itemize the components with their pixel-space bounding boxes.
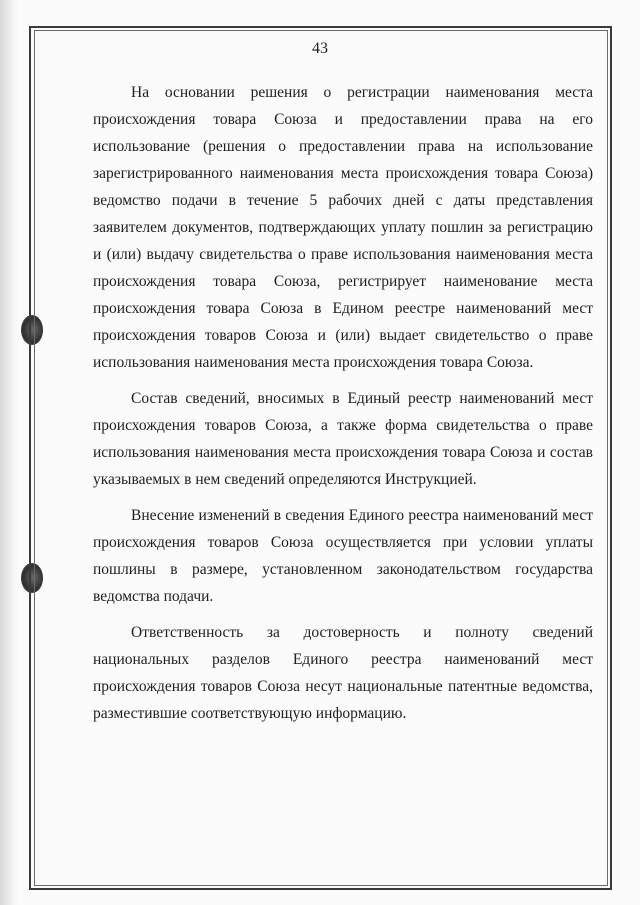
paragraph: Состав сведений, вносимых в Единый реестр наименований мест происхождения товаров Союза, а также форма свидетельства о праве использования наименования места происхождения товара Союза и состав указываемых в нем сведений определяются Инструкцией. [93, 390, 593, 488]
binding-edge [0, 0, 18, 905]
paragraph: На основании решения о регистрации наименования места происхождения товара Союза и предоставлении права на его использование (решения о предоставлении права на использование зарегистрированного наименования места происхождения товара Союза) ведомство подачи в течение 5 рабочих дней с даты представления заявителем документов, подтверждающих уплату пошлин за регистрацию и (или) выдачу свидетельства о праве использования наименования места происхождения товара Союза, регистрирует наименование места происхождения товара Союза в Едином реестре наименований мест происхождения товаров Союза и (или) выдает свидетельство о праве использования наименования места происхождения товара Союза. [93, 84, 593, 371]
page-number: 43 [312, 40, 328, 57]
paragraph: Внесение изменений в сведения Единого реестра наименований мест происхождения товаров Союза осуществляется при условии уплаты пошлины в размере, установленном законодательством государства ведомства подачи. [93, 507, 593, 605]
document-body [93, 79, 593, 736]
paragraph: Ответственность за достоверность и полноту сведений национальных разделов Единого реестра наименований мест происхождения товаров Союза несут национальные патентные ведомства, разместившие соответствующую информацию. [93, 624, 593, 722]
